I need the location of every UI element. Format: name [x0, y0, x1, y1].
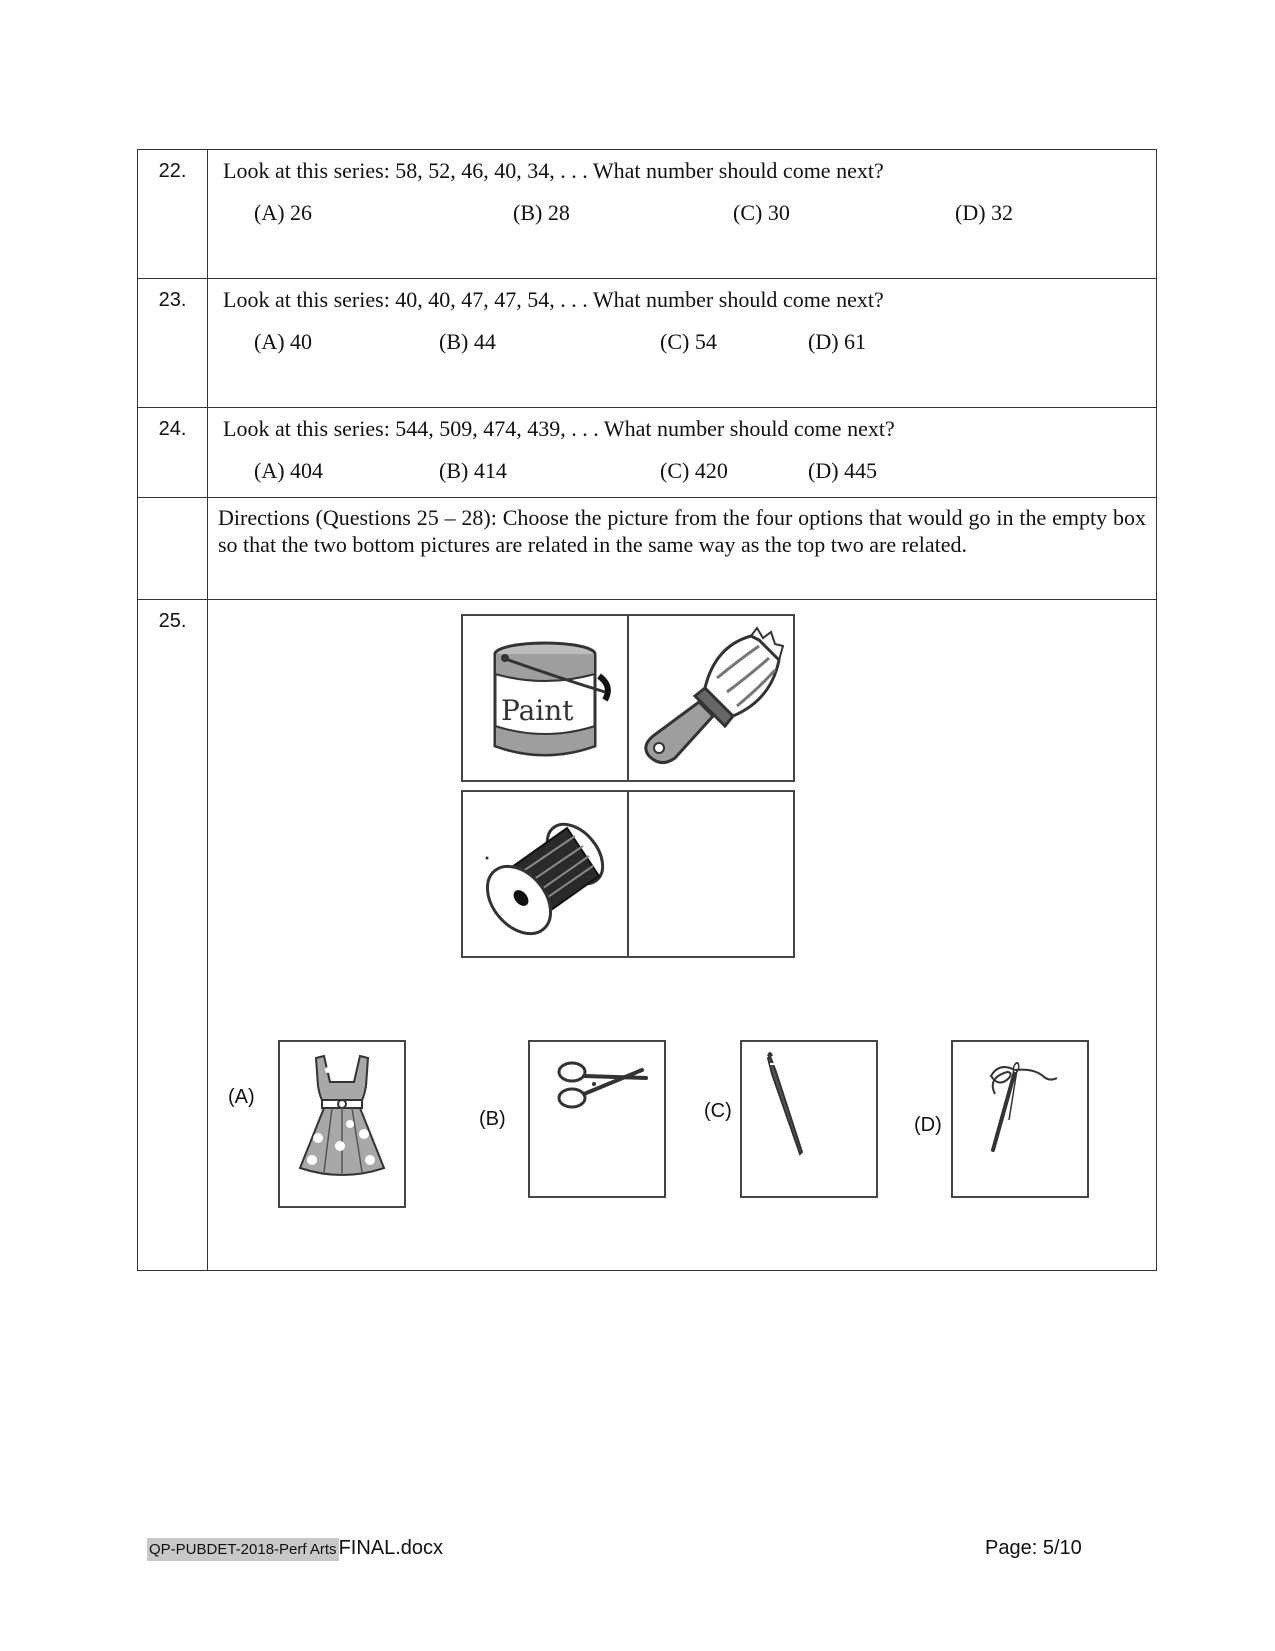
footer-filename-rest: FINAL.docx — [338, 1537, 444, 1559]
footer-filename-highlight: QP-PUBDET-2018-Perf Arts — [147, 1538, 339, 1561]
option-c: (C) 54 — [660, 329, 717, 354]
option-c-box[interactable] — [740, 1040, 878, 1198]
option-b: (B) 44 — [439, 329, 496, 354]
question-number: 23. — [138, 279, 208, 408]
question-row-25 — [138, 600, 1157, 1271]
paint-bucket-icon — [463, 616, 627, 780]
paintbrush-icon — [629, 616, 793, 780]
option-d-box[interactable] — [951, 1040, 1089, 1198]
question-number: 25. — [138, 600, 208, 1271]
directions-text: Directions (Questions 25 – 28): Choose the picture from the four options that would go in the empty box so that the two bottom pictures are related in the same way as the top two are related. — [208, 498, 1157, 600]
question-text: Look at this series: 40, 40, 47, 47, 54, . . . What number should come next? — [223, 287, 884, 312]
question-table — [137, 149, 1157, 1271]
option-c-label: (C) — [704, 1100, 732, 1122]
dress-icon — [280, 1042, 404, 1206]
option-d: (D) 445 — [808, 458, 878, 483]
paintbrush-icon — [742, 1042, 876, 1196]
option-d-label: (D) — [914, 1114, 942, 1136]
option-a: (A) 404 — [254, 458, 324, 483]
empty-answer-box — [627, 790, 795, 958]
options-row — [223, 458, 1156, 488]
option-a-box[interactable] — [278, 1040, 406, 1208]
paintbrush-box — [627, 614, 795, 782]
options-row — [223, 329, 1156, 369]
option-c: (C) 30 — [733, 200, 790, 225]
question-text: Look at this series: 58, 52, 46, 40, 34, . . . What number should come next? — [223, 158, 884, 183]
option-d: (D) 61 — [808, 329, 867, 354]
option-a-label: (A) — [228, 1086, 255, 1108]
question-text: Look at this series: 544, 509, 474, 439, . . . What number should come next? — [223, 416, 895, 441]
thread-spool-box — [461, 790, 629, 958]
question-number: 22. — [138, 150, 208, 279]
option-b-box[interactable] — [528, 1040, 666, 1198]
scissors-icon — [530, 1042, 664, 1196]
options-row — [223, 200, 1156, 240]
option-b: (B) 414 — [439, 458, 507, 483]
footer-filename — [147, 1537, 443, 1560]
paint-bucket-box — [461, 614, 629, 782]
needle-thread-icon — [953, 1042, 1087, 1196]
analogy-area — [208, 600, 1156, 1270]
paint-label: Paint — [501, 694, 574, 727]
option-a: (A) 40 — [254, 329, 313, 354]
option-d: (D) 32 — [955, 200, 1014, 225]
question-row-24 — [138, 408, 1157, 498]
question-row-22 — [138, 150, 1157, 279]
question-number: 24. — [138, 408, 208, 498]
option-b-label: (B) — [479, 1108, 506, 1130]
question-row-23 — [138, 279, 1157, 408]
directions-row — [138, 498, 1157, 600]
footer-page-number: Page: 5/10 — [985, 1537, 1082, 1559]
thread-spool-icon — [463, 792, 627, 956]
option-b: (B) 28 — [513, 200, 570, 225]
option-a: (A) 26 — [254, 200, 313, 225]
option-c: (C) 420 — [660, 458, 728, 483]
